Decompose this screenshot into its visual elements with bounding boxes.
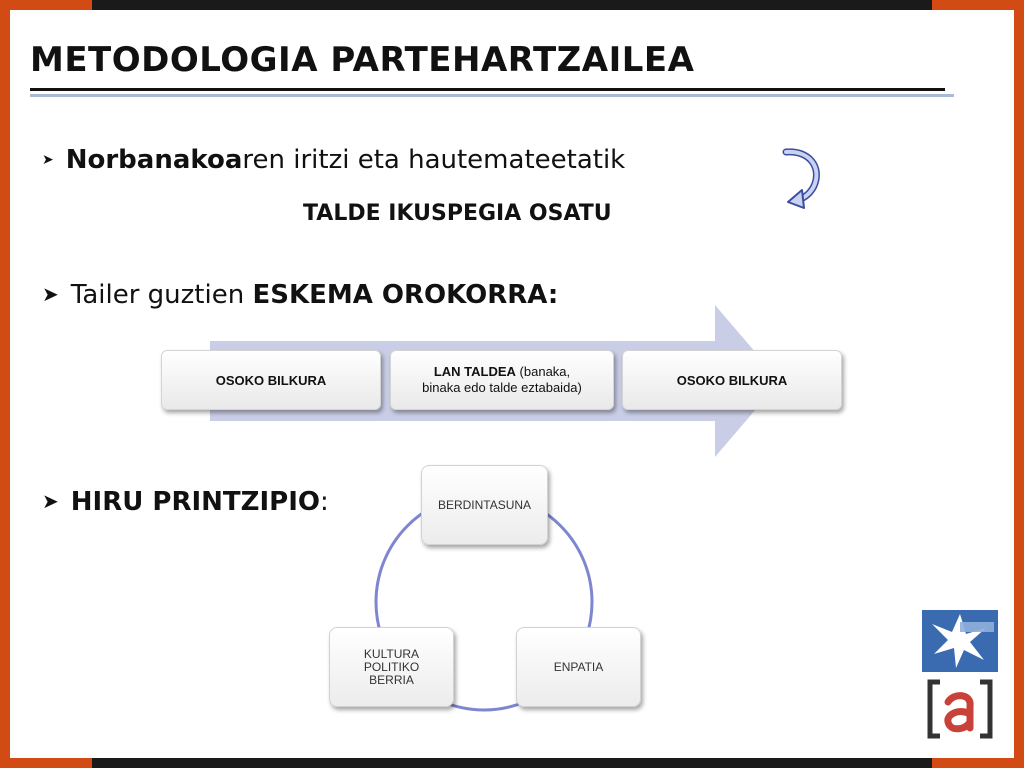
- process-step-3-label: OSOKO BILKURA: [676, 372, 788, 388]
- process-step-2-bold: LAN TALDEA: [433, 364, 516, 379]
- arrowhead-bullet-icon: ➤: [42, 489, 59, 513]
- bullet2-plain: Tailer guztien: [70, 280, 253, 310]
- arrowhead-bullet-icon: ➤: [42, 152, 54, 168]
- process-step-work-group: [390, 350, 614, 410]
- bottom-right-corner: [932, 758, 1024, 768]
- group-vision-subline: TALDE IKUSPEGIA OSATU: [303, 201, 612, 226]
- star-bracket-a-logo: [920, 608, 1000, 743]
- top-frame-bar: [0, 0, 1024, 10]
- bottom-frame-bar: [0, 758, 1024, 768]
- process-step-1-label: OSOKO BILKURA: [215, 372, 327, 388]
- principle-culture-line3: BERRIA: [369, 672, 414, 687]
- bullet2-bold: ESKEMA OROKORRA: [252, 280, 548, 310]
- principle-new-political-culture: [329, 627, 454, 707]
- bullet3-bold: HIRU PRINTZIPIO: [70, 487, 320, 517]
- right-frame-bar: [1014, 0, 1024, 768]
- process-step-2-rest: (banaka,: [515, 364, 571, 379]
- curved-arrow-icon: [780, 146, 824, 210]
- process-step-2-text: [422, 364, 582, 396]
- principle-equality: [421, 465, 548, 545]
- bullet3-suffix: :: [320, 487, 329, 517]
- principle-culture-line1: KULTURA: [363, 646, 420, 661]
- left-frame-bar: [0, 0, 10, 768]
- principle-equality-label: BERDINTASUNA: [437, 497, 532, 512]
- process-step-plenary-1: [161, 350, 381, 410]
- bottom-left-corner: [0, 758, 92, 768]
- title-underline: [30, 88, 945, 91]
- principle-culture-line2: POLITIKO: [363, 659, 420, 674]
- bullet1-rest: ren iritzi eta hautemateetatik: [242, 145, 626, 175]
- bullet-individual-views: [42, 145, 625, 175]
- arrowhead-bullet-icon: ➤: [42, 282, 59, 306]
- principle-culture-text: [364, 648, 419, 687]
- principle-empathy-label: ENPATIA: [553, 659, 604, 674]
- slide-title: METODOLOGIA PARTEHARTZAILEA: [30, 40, 695, 80]
- bullet2-suffix: :: [547, 280, 559, 310]
- bullet1-bold: Norbanakoa: [65, 145, 243, 175]
- title-accent-line: [30, 94, 954, 97]
- principle-empathy: [516, 627, 641, 707]
- top-right-corner: [932, 0, 1024, 10]
- process-step-2-line2: binaka edo talde eztabaida): [422, 380, 582, 395]
- process-step-plenary-2: [622, 350, 842, 410]
- top-left-corner: [0, 0, 92, 10]
- bullet-three-principles: [42, 487, 329, 517]
